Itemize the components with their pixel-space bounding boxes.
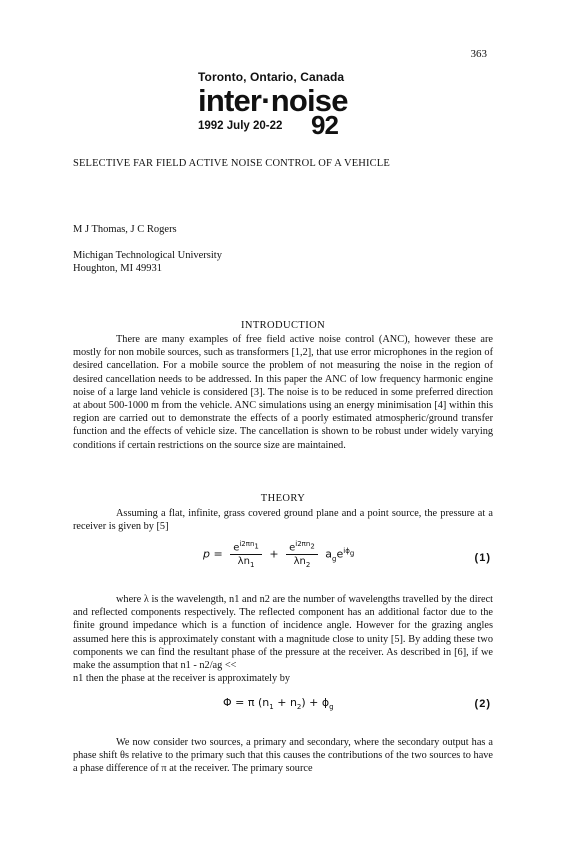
theory-paragraph-1: Assuming a flat, infinite, grass covered ground plane and a point source, the pressure at a receiver is given by [5] (73, 508, 493, 533)
equation-1: p = $\frac{e^{i2\pi n_1}}{\lambda n_1}$ + $\frac{e^{i2\pi n_2}}{\lambda n_2}$ $a_ge^{i\phi_g}$ (1) (203, 540, 491, 570)
equation-2: Φ = π $(n_1 + n_2) + \phi_g$ (2) (223, 696, 491, 712)
conference-header (198, 70, 348, 142)
paper-title: SELECTIVE FAR FIELD ACTIVE NOISE CONTROL OF A VEHICLE (73, 158, 390, 169)
conference-dates: 1992 July 20-22 (198, 120, 283, 132)
conference-year: 92 (311, 110, 338, 140)
authors: M J Thomas, J C Rogers (73, 224, 177, 235)
equation-1-number: (1) (474, 552, 491, 564)
theory-paragraph-3: n1 then the phase at the receiver is approximately by (73, 673, 291, 684)
theory-paragraph-2: where λ is the wavelength, n1 and n2 are the number of wavelengths travelled by the direct and reflected components respectively. The reflected component has an additional factor due to the finite ground impedance which is a function of incidence angle. However for the grazing angles assumed here this is approximately constant with a magnitude close to unity [5]. By adding these two components we can find the resultant phase of the pressure at the receiver. As described in [6], if we make the assumption that n1 - n2/ag << (73, 594, 493, 672)
conference-location: Toronto, Ontario, Canada (198, 70, 345, 84)
conference-logo: inter·noise (198, 83, 348, 118)
introduction-paragraph: There are many examples of free field active noise control (ANC), however these are mostly for non mobile sources, such as transformers [1,2], that use error microphones in the region of desired cancellation. For a mobile source the problem of not measuring the noise in the region of desired cancellation needs to be addressed. In this paper the ANC of low frequency harmonic engine noise of a large land vehicle is considered [3]. The noise is to be reduced in some preferred direction at about 500-1000 m from the vehicle. ANC simulations using an energy minimisation [4] within this region are carried out to demonstrate the effects of a poorly estimated atmospheric/ground transfer function and the effects of vehicle size. The cancellation is shown to be robust under widely varying conditions if certain restrictions on the source size are maintained. (73, 334, 493, 451)
page-number: 363 (470, 48, 487, 60)
theory-paragraph-4: We now consider two sources, a primary and secondary, where the secondary output has a phase shift θs relative to the primary such that this causes the contributions of the two sources to have a phase difference of π at the receiver. The primary source (73, 737, 493, 775)
equation-2-number: (2) (474, 698, 491, 710)
affiliation-address: Houghton, MI 49931 (73, 262, 162, 274)
section-heading-theory: THEORY (260, 493, 306, 504)
section-heading-introduction: INTRODUCTION (240, 320, 326, 331)
affiliation (73, 250, 222, 275)
affiliation-institution: Michigan Technological University (73, 250, 222, 261)
